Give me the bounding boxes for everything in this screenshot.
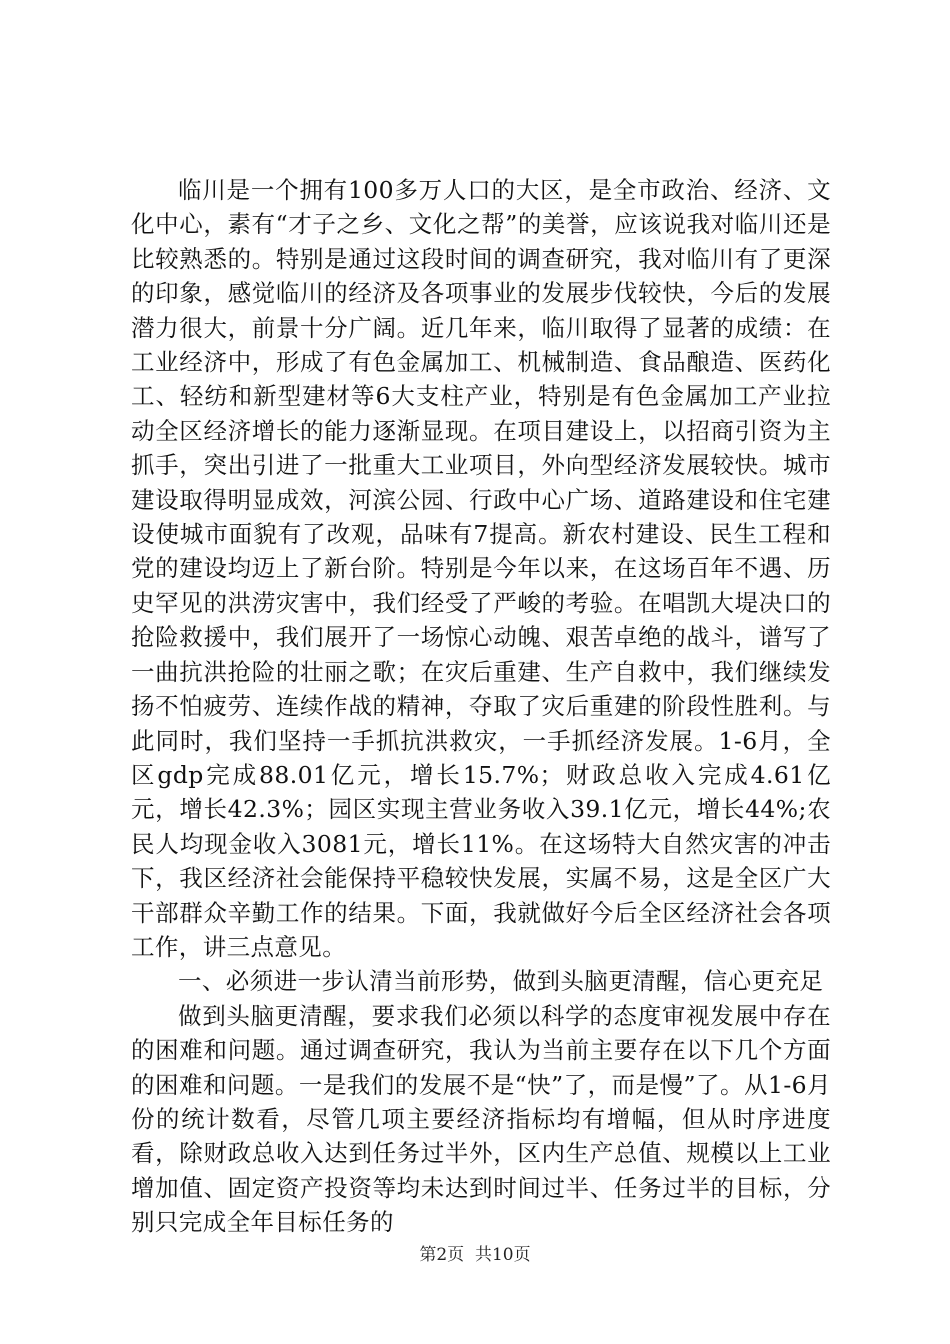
page-number-label: 第2页 共10页: [419, 1245, 531, 1265]
paragraph-intro: 临川是一个拥有100多万人口的大区，是全市政治、经济、文化中心，素有“才子之乡、文化之帮”的美誉，应该说我对临川还是比较熟悉的。特别是通过这段时间的调查研究，我对临川有了更深的印象，感觉临川的经济及各项事业的发展步伐较快，今后的发展潜力很大，前景十分广阔。近几年来，临川取得了显著的成绩：在工业经济中，形成了有色金属加工、机械制造、食品酿造、医药化工、轻纺和新型建材等6大支柱产业，特别是有色金属加工产业拉动全区经济增长的能力逐渐显现。在项目建设上，以招商引资为主抓手，突出引进了一批重大工业项目，外向型经济发展较快。城市建设取得明显成效，河滨公园、行政中心广场、道路建设和住宅建设使城市面貌有了改观，品味有7提高。新农村建设、民生工程和党的建设均迈上了新台阶。特别是今年以来，在这场百年不遇、历史罕见的洪涝灾害中，我们经受了严峻的考验。在唱凯大堤决口的抢险救援中，我们展开了一场惊心动魄、艰苦卓绝的战斗，谱写了一曲抗洪抢险的壮丽之歌；在灾后重建、生产自救中，我们继续发扬不怕疲劳、连续作战的精神，夺取了灾后重建的阶段性胜利。与此同时，我们坚持一手抓抗洪救灾，一手抓经济发展。1-6月，全区gdp完成88.01亿元，增长15.7%；财政总收入完成4.61亿元，增长42.3%；园区实现主营业务收入39.1亿元，增长44%;农民人均现金收入3081元，增长11%。在这场特大自然灾害的冲击下，我区经济社会能保持平稳较快发展，实属不易，这是全区广大干部群众辛勤工作的结果。下面，我就做好今后全区经济社会各项工作，讲三点意见。: [131, 176, 831, 961]
paragraph-problems: 做到头脑更清醒，要求我们必须以科学的态度审视发展中存在的困难和问题。通过调查研究，我认为当前主要存在以下几个方面的困难和问题。一是我们的发展不是“快”了，而是慢”了。从1-6月份的统计数看，尽管几项主要经济指标均有增幅，但从时序进度看，除财政总收入达到任务过半外，区内生产总值、规模以上工业增加值、固定资产投资等均未达到时间过半、任务过半的目标，分别只完成全年目标任务的: [131, 1001, 831, 1237]
page-footer: [0, 1243, 950, 1267]
document-body: [131, 173, 831, 1240]
section-heading-1: 一、必须进一步认清当前形势，做到头脑更清醒，信心更充足: [178, 967, 824, 996]
